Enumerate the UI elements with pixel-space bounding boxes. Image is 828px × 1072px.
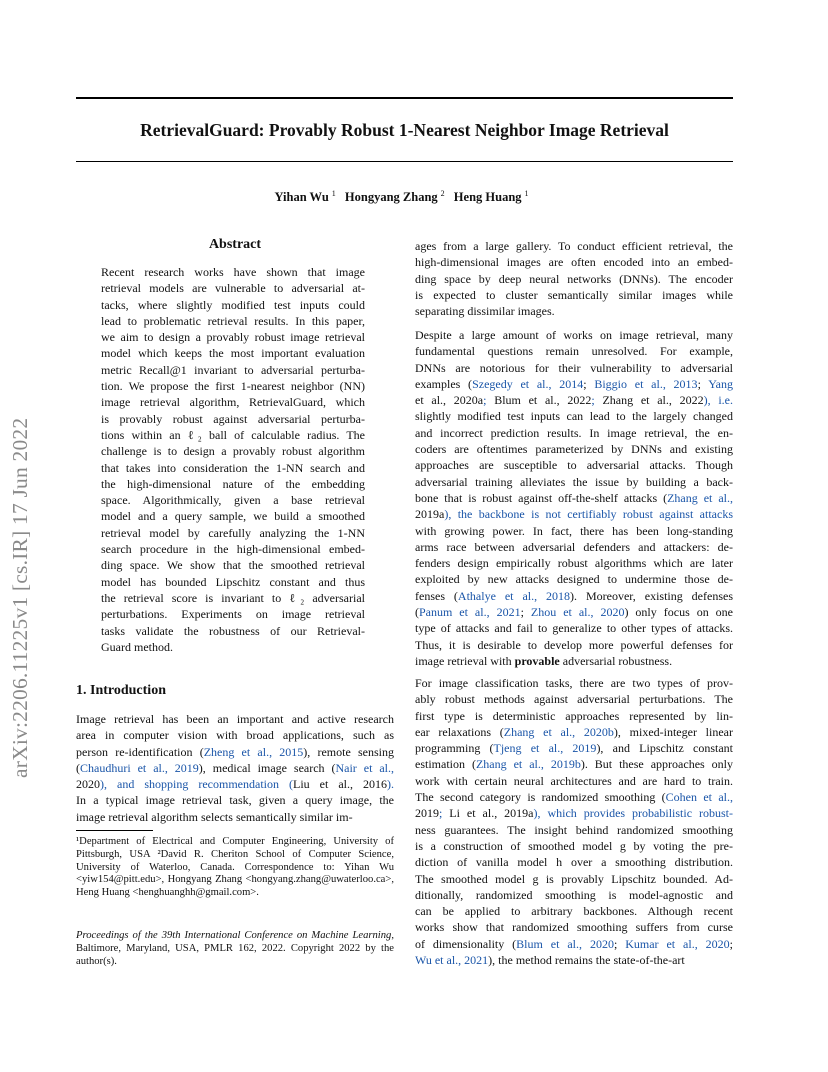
text-line: model which keeps the most important evaluation <box>101 346 365 361</box>
text-line: and incorrect prediction results. In image retrieval, the en- <box>415 425 733 440</box>
intro-paragraph-left <box>76 711 394 825</box>
text-line: is a construction of smoothed model g by voting the pre- <box>415 838 733 853</box>
text-line: search procedure in the high-dimensional embed- <box>101 542 365 557</box>
text-line: that takes into consideration the 1-NN search and <box>101 460 365 475</box>
citation-link[interactable]: Chaudhuri et al., 2019 <box>80 760 199 775</box>
text-line: coders are oftentimes parameterized by DNNs and existing <box>415 442 733 457</box>
text-line: The second category is randomized smoothing (Cohen et al., <box>415 790 733 805</box>
citation-link[interactable]: ), the backbone is not certifiably robust against attacks <box>444 507 733 522</box>
citation-link[interactable]: Wu et al., 2021 <box>415 953 489 968</box>
text-line: model has bounded Lipschitz constant and thus <box>101 574 365 589</box>
citation-link[interactable]: ), which provides probabilistic robust- <box>533 806 733 821</box>
text-line: of dimensionality (Blum et al., 2020; Kumar et al., 2020; <box>415 936 733 951</box>
text-line: challenge is to design a provably robust algorithm <box>101 444 365 459</box>
citation-link[interactable]: ), i.e. <box>703 393 734 408</box>
intro-paragraph-right-1 <box>415 238 733 319</box>
author-affiliation: 1 <box>524 189 529 198</box>
text-line: can be applied to arbitrary backbones. Although recent <box>415 904 733 919</box>
author-affiliation: 2 <box>440 189 445 198</box>
text-line: work with certain neural architectures and are hard to train. <box>415 773 733 788</box>
text-line: person re-identification (Zheng et al., 2015), remote sensing <box>76 744 394 759</box>
author-affiliation: 1 <box>331 189 336 198</box>
text-line: is expected to cluster semantically similar images while <box>415 287 733 302</box>
abstract-heading: Abstract <box>208 237 262 252</box>
text-line: adversarial training alleviates the issue by building a back- <box>415 474 733 489</box>
citation-link[interactable]: Tjeng et al., 2019 <box>493 741 597 756</box>
citation-link[interactable]: Szegedy et al., 2014 <box>472 376 584 391</box>
citation-link[interactable]: ; <box>591 393 603 408</box>
text-line: fenses (Athalye et al., 2018). Moreover, existing defenses <box>415 588 733 603</box>
text-line: fundamental questions remain unresolved. For example, <box>415 344 733 359</box>
text-line: (Panum et al., 2021; Zhou et al., 2020) only focus on one <box>415 605 734 620</box>
intro-paragraph-right-2 <box>415 327 733 669</box>
arxiv-stamp: arXiv:2206.11225v1 [cs.IR] 17 Jun 2022 <box>8 417 32 778</box>
text-line: estimation (Zhang et al., 2019b). But these approaches only <box>415 757 733 772</box>
proceedings-note <box>76 930 394 968</box>
text-line: model and a query sample, we build a smoothed <box>101 509 365 524</box>
affiliation-footnote: ¹Department of Electrical and Computer Engineering, University of Pittsburgh, USA ²David R. Cheriton School of Computer Science, University of Waterloo, Canada. Correspondence to: Yihan Wu <yiw154@pitt.edu>, Hongyang Zhang <hongyang.zhang@uwaterloo.ca>, Heng Huang <henghuanghh@gmail.com>. <box>76 836 394 899</box>
text-line: Recent research works have shown that image <box>101 265 365 279</box>
author-list <box>76 190 733 205</box>
citation-link[interactable]: ), and shopping recommendation ( <box>100 777 293 792</box>
citation-link[interactable]: ). <box>387 777 395 792</box>
text-line: retrieval model by carefully analyzing the 1-NN <box>101 525 365 540</box>
text-line: ness guarantees. The insight behind randomized smoothing <box>415 822 733 837</box>
text-line: programming (Tjeng et al., 2019), and Lipschitz constant <box>415 741 734 756</box>
text-line: with growing power. In fact, there has been long-standing <box>415 523 733 538</box>
paper-title: RetrievalGuard: Provably Robust 1-Nearest Neighbor Image Retrieval <box>140 120 669 140</box>
citation-link[interactable]: Zhang et al., <box>667 490 733 505</box>
text-line: area in computer vision with broad applications, such as <box>76 728 394 743</box>
text-line: Image retrieval has been an important and active research <box>76 712 394 726</box>
citation-link[interactable]: Blum et al., 2020 <box>516 936 614 951</box>
text-line: Despite a large amount of works on image retrieval, many <box>415 328 733 342</box>
title-bottom-rule <box>76 161 733 162</box>
author-name: Heng Huang <box>453 190 522 204</box>
text-line: image retrieval with provable adversarial robustness. <box>415 653 673 668</box>
text-line: perturbations. Experiments on image retrieval <box>101 607 365 622</box>
text-line: (Chaudhuri et al., 2019), medical image search (Nair et al., <box>76 760 394 775</box>
text-line: first type is deterministic approaches represented by lin- <box>415 708 733 723</box>
text-line: Guard method. <box>101 639 173 654</box>
citation-link[interactable]: Biggio et al., 2013 <box>594 376 698 391</box>
citation-link[interactable]: Zhang et al., 2019b <box>475 757 581 772</box>
intro-paragraph-right-3 <box>415 675 733 968</box>
text-line: For image classification tasks, there are two types of prov- <box>415 676 733 690</box>
text-line: ear relaxations (Zhang et al., 2020b), mixed-integer linear <box>415 724 733 739</box>
text-line: et al., 2020a; Blum et al., 2022; Zhang et al., 2022), i.e. <box>415 393 734 408</box>
footnote-rule <box>76 830 153 831</box>
text-line: ably robust methods against adversarial perturbations. The <box>415 692 733 707</box>
text-line: examples (Szegedy et al., 2014; Biggio et al., 2013; Yang <box>415 376 733 391</box>
text-line: tacks, where slightly modified test inputs could <box>101 297 365 312</box>
text-line: tasks validate the robustness of our Retrieval- <box>101 623 365 638</box>
author-name: Yihan Wu <box>274 190 329 204</box>
text-line: DNNs are notorious for their vulnerability to adversarial <box>415 360 733 375</box>
text-line: type of attacks and fail to generalize to other types of attacks. <box>415 621 733 636</box>
text-line: ages from a large gallery. To conduct efficient retrieval, the <box>415 239 733 253</box>
text-line: lead to problematic retrieval results. In this paper, <box>101 313 365 328</box>
emphasis-text: provable <box>514 653 560 668</box>
citation-link[interactable]: ; <box>439 806 450 821</box>
text-line: In a typical image retrieval task, given a query image, the <box>76 793 394 808</box>
text-line: diction of vanilla model h over a smoothing distribution. <box>415 855 733 870</box>
citation-link[interactable]: Panum et al., 2021 <box>419 605 521 620</box>
text-line: 2020), and shopping recommendation (Liu et al., 2016). <box>76 777 395 792</box>
text-line: space. Algorithmically, given a base retrieval <box>101 493 365 508</box>
text-line: image retrieval algorithm selects semantically similar im- <box>76 809 353 824</box>
citation-link[interactable]: Nair et al., <box>335 760 394 775</box>
text-line: 2019a), the backbone is not certifiably robust against attacks <box>415 507 733 522</box>
citation-link[interactable]: Zhou et al., 2020 <box>530 605 625 620</box>
citation-link[interactable]: Yang <box>708 376 733 391</box>
citation-link[interactable]: Athalye et al., 2018 <box>457 588 571 603</box>
text-line: tions within an ℓ₂ ball of calculable radius. The <box>101 427 365 442</box>
text-line: tion. We propose the first 1-nearest neighbor (NN) <box>101 379 365 394</box>
citation-link[interactable]: Cohen et al., <box>665 790 733 805</box>
text-line: the high-dimensional nature of the embedding <box>101 476 365 491</box>
text-line: separating dissimilar images. <box>415 304 555 319</box>
text-line: slightly modified test inputs can lead to the largely changed <box>415 409 733 424</box>
citation-link[interactable]: Zheng et al., 2015 <box>203 744 304 759</box>
text-line: high-dimensional images are often encoded into an embed- <box>415 255 733 270</box>
text-line: ding space. We show that the smoothed retrieval <box>101 558 365 573</box>
title-top-rule <box>76 97 733 99</box>
text-line: is provably robust against adversarial perturba- <box>101 411 365 426</box>
citation-link[interactable]: ; <box>483 393 495 408</box>
text-line: Thus, it is desirable to develop more powerful defenses for <box>415 637 733 652</box>
text-line: we aim to design a provably robust image retrieval <box>101 330 365 345</box>
text-line: ding space by deep neural networks (DNNs). The encoder <box>415 271 733 286</box>
abstract-body <box>101 264 365 655</box>
text-line: exploited by new attacks designed to undermine those de- <box>415 572 733 587</box>
text-line: arms race between adversarial defenders and attackers: de- <box>415 539 733 554</box>
text-line: Wu et al., 2021), the method remains the state-of-the-art <box>415 953 685 968</box>
text-line: retrieval models are vulnerable to adversarial at- <box>101 281 365 296</box>
proceedings-details: , Baltimore, Maryland, USA, PMLR 162, 2022. Copyright 2022 by the author(s). <box>76 930 394 967</box>
citation-link[interactable]: Zhang et al., 2020b <box>503 724 614 739</box>
text-line: bone that is robust against off-the-shelf attacks (Zhang et al., <box>415 490 733 505</box>
text-line: 2019; Li et al., 2019a), which provides probabilistic robust- <box>415 806 733 821</box>
text-line: approaches are susceptible to adversarial attacks. Though <box>415 458 733 473</box>
citation-link[interactable]: Kumar et al., 2020 <box>625 936 730 951</box>
proceedings-venue: Proceedings of the 39th International Conference on Machine Learning <box>76 930 392 941</box>
text-line: ditionally, randomized smoothing is model-agnostic and <box>415 887 733 902</box>
text-line: image retrieval algorithm, RetrievalGuard, which <box>101 395 365 410</box>
text-line: metric Recall@1 invariant to adversarial perturba- <box>101 362 365 377</box>
text-line: The smoothed model g is provably Lipschitz bounded. Ad- <box>415 871 733 886</box>
text-line: fenders design empirically robust algorithms which are later <box>415 556 733 571</box>
text-line: works show that randomized smoothing suffers from curse <box>415 920 733 935</box>
author-name: Hongyang Zhang <box>344 190 438 204</box>
text-line: the retrieval score is invariant to ℓ₂ adversarial <box>101 590 365 605</box>
section-heading-introduction: 1. Introduction <box>76 683 166 698</box>
